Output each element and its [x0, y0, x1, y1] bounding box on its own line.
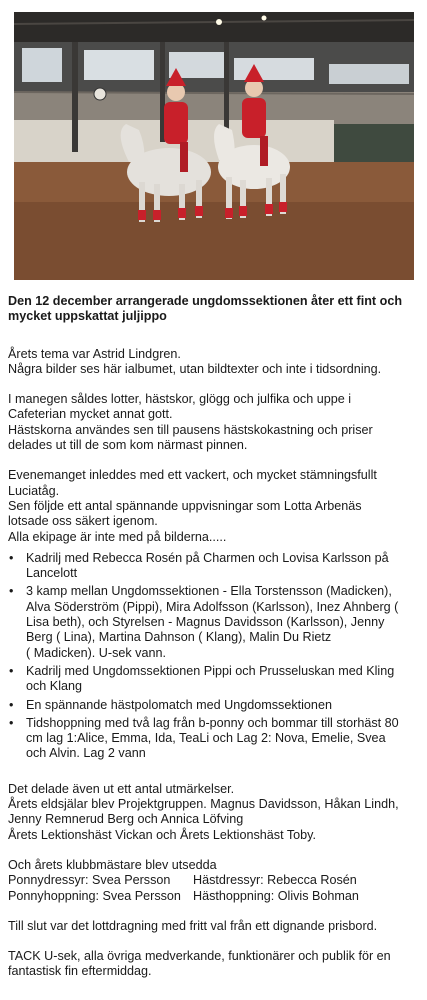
- text-line: delades ut till de som kom närmast pinnen.: [8, 438, 248, 453]
- champions-intro: Och årets klubbmästare blev utsedda: [8, 857, 217, 872]
- text-line: Luciatåg.: [8, 483, 60, 498]
- text-line: Berg ( Lina), Martina Dahnson ( Klang), Malin Du Rietz: [26, 630, 332, 645]
- ekipage-list: [8, 551, 418, 762]
- text-line: ( Madicken). U-sek vann.: [26, 645, 166, 660]
- text-line: och Klang: [26, 679, 83, 694]
- text-line: Årets tema var Astrid Lindgren.: [8, 346, 181, 361]
- text-line: och Alvin. Lag 2 vann: [26, 746, 146, 761]
- article-headline: Den 12 december arrangerade ungdomssektionen åter ett fint och mycket uppskattat juljippo: [8, 294, 403, 324]
- text-line: TACK U-sek, alla övriga medverkande, funktionärer och publik för en: [8, 949, 391, 964]
- text-line: Lancelott: [26, 566, 78, 581]
- text-line: • En spännande hästpolomatch med Ungdomssektionen: [26, 697, 332, 712]
- manege-paragraph: [8, 392, 418, 453]
- photo-illustration: [14, 12, 414, 280]
- text-line: fantastisk fin eftermiddag.: [8, 964, 152, 979]
- text-line: Det delade även ut ett antal utmärkelser.: [8, 781, 235, 796]
- champion-entry: Ponnyhoppning: Svea Persson: [8, 888, 181, 903]
- champion-entry: Hästhoppning: Olivis Bohman: [193, 888, 359, 903]
- awards-paragraph: [8, 782, 418, 843]
- text-line: Årets Lektionshäst Vickan och Årets Lektionshäst Toby.: [8, 827, 317, 842]
- thanks-paragraph: [8, 949, 418, 980]
- article: [8, 294, 418, 995]
- list-item: [24, 716, 418, 762]
- list-item: [24, 664, 418, 695]
- champions-row: [8, 889, 418, 904]
- text-line: Alva Söderström (Pippi), Mira Adolfsson (Karlsson), Inez Ahnberg (: [26, 599, 399, 614]
- text-line: Sen följde ett antal spännande uppvisningar som Lotta Arbenäs: [8, 498, 362, 513]
- text-line: Cafeterian mycket annat gott.: [8, 407, 173, 422]
- text-line: • 3 kamp mellan Ungdomssektionen - Ella Torstensson (Madicken),: [26, 584, 392, 599]
- text-line: Evenemanget inleddes med ett vackert, och mycket stämningsfullt: [8, 468, 377, 483]
- text-line: Årets eldsjälar blev Projektgruppen. Magnus Davidsson, Håkan Lindh,: [8, 797, 399, 812]
- champions-paragraph: [8, 858, 418, 904]
- text-line: cm lag 1:Alice, Emma, Ida, TeaLi och Lag 2: Nova, Emelie, Svea: [26, 731, 386, 746]
- text-line: Alla ekipage är inte med på bilderna.....: [8, 529, 227, 544]
- text-line: Lisa beth), och Styrelsen - Magnus Davidsson (Karlsson), Jenny: [26, 615, 385, 630]
- text-line: • Kadrilj med Rebecca Rosén på Charmen och Lovisa Karlsson på: [26, 550, 389, 565]
- text-line: lotsade oss säkert igenom.: [8, 514, 158, 529]
- champions-row: [8, 873, 418, 888]
- text-line: • Tidshoppning med två lag från b-ponny och bommar till storhäst 80: [26, 715, 399, 730]
- text-line: Jenny Remnerud Berg och Annica Löfving: [8, 812, 244, 827]
- text-line: I manegen såldes lotter, hästskor, glögg och julfika och uppe i: [8, 392, 352, 407]
- riding-hall-photo: [14, 12, 414, 280]
- event-paragraph: [8, 468, 418, 544]
- list-item: [24, 584, 418, 660]
- text-line: Hästskorna användes sen till pausens hästskokastning och priser: [8, 422, 373, 437]
- text-line: • Kadrilj med Ungdomssektionen Pippi och Prusseluskan med Kling: [26, 663, 395, 678]
- list-item: [24, 698, 418, 713]
- champion-entry: Hästdressyr: Rebecca Rosén: [193, 873, 357, 888]
- champion-entry: Ponnydressyr: Svea Persson: [8, 873, 171, 888]
- list-item: [24, 551, 418, 582]
- lottery-paragraph: Till slut var det lottdragning med fritt val från ett dignande prisbord.: [8, 918, 378, 933]
- text-line: Några bilder ses här ialbumet, utan bildtexter och inte i tidsordning.: [8, 361, 382, 376]
- theme-paragraph: [8, 347, 418, 378]
